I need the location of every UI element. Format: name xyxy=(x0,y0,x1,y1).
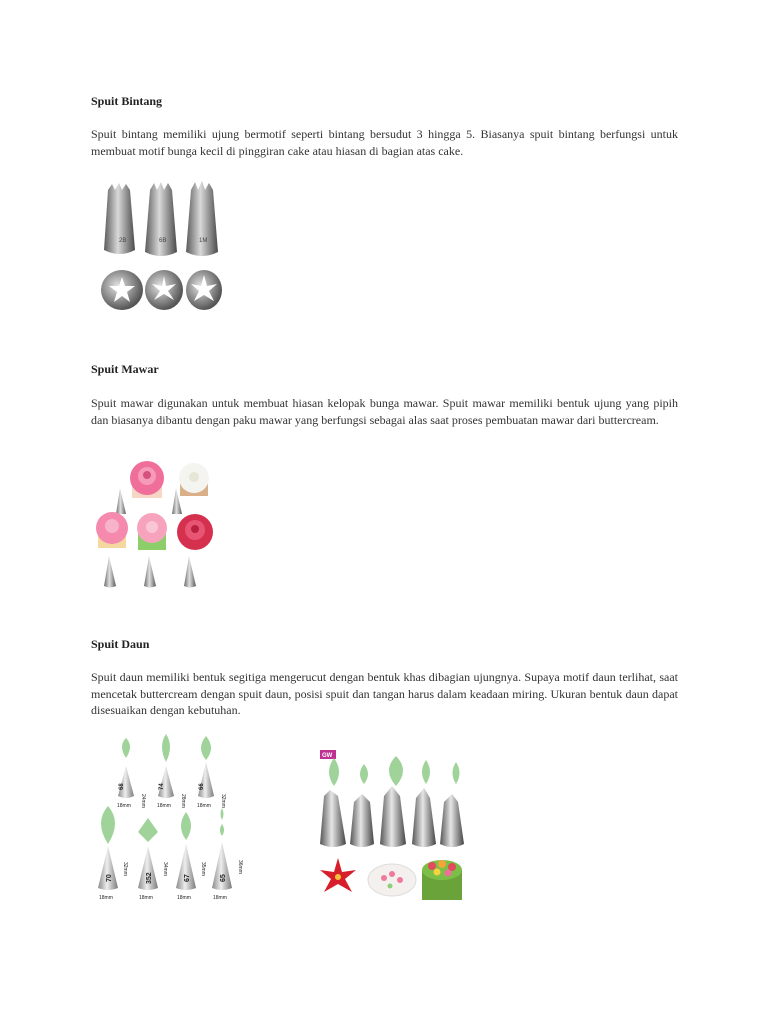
leaf-product-tip-3 xyxy=(380,786,406,847)
star-tip-opening-2 xyxy=(145,270,183,310)
plate-decoration xyxy=(368,864,416,896)
star-tip-upright-2 xyxy=(145,182,177,256)
rose-cupcake-pink-left xyxy=(96,512,128,548)
leaf-shape-74 xyxy=(162,734,170,762)
leaf-tip-width-68: 18mm xyxy=(117,803,131,809)
leaf-sample-3 xyxy=(389,756,403,786)
leaf-tip-width-74: 18mm xyxy=(157,803,171,809)
leaf-tip-number-74: 74 xyxy=(159,783,165,790)
leaf-tip-width-66: 18mm xyxy=(197,803,211,809)
rose-tip-bottom-2 xyxy=(144,556,156,588)
leaf-tip-number-68: 68 xyxy=(119,783,125,790)
star-tip-opening-1 xyxy=(101,270,143,310)
leaf-tip-width-67: 18mm xyxy=(177,895,191,901)
poinsettia-decoration xyxy=(320,858,356,892)
leaf-tip-height-66: 32mm xyxy=(220,794,226,808)
rose-cupcake-pink-top xyxy=(130,461,164,498)
rose-tips-image xyxy=(92,460,222,595)
leaf-product-tip-4 xyxy=(412,788,436,847)
star-tip-opening-3 xyxy=(186,270,222,310)
rose-tip-bottom-3 xyxy=(184,556,196,588)
leaf-tip-number-65: 65 xyxy=(220,874,227,882)
leaf-sample-2 xyxy=(360,764,368,784)
leaf-tip-height-67: 35mm xyxy=(200,862,206,876)
cake-decoration xyxy=(422,860,462,900)
leaf-tip-height-352: 34mm xyxy=(162,862,168,876)
tip-number-3: 1M xyxy=(199,238,208,244)
leaf-tip-number-352: 352 xyxy=(146,872,153,884)
leaf-shape-65 xyxy=(220,808,224,836)
leaf-product-tip-2 xyxy=(350,794,374,847)
leaf-tip-number-66: 66 xyxy=(199,783,205,790)
leaf-sample-4 xyxy=(422,760,430,784)
leaf-sample-1 xyxy=(329,758,339,786)
leaf-tip-number-70: 70 xyxy=(106,874,113,882)
section-title-spuit-daun: Spuit Daun xyxy=(91,637,150,651)
leaf-tip-66 xyxy=(198,762,214,798)
tip-number-1: 2B xyxy=(119,238,127,244)
leaf-tips-product-image xyxy=(316,746,468,908)
leaf-tip-67 xyxy=(176,844,196,890)
rose-tip-bottom-1 xyxy=(104,556,116,588)
leaf-shape-66 xyxy=(201,736,211,760)
leaf-tips-size-image xyxy=(92,732,252,904)
leaf-tip-height-70: 32mm xyxy=(122,862,128,876)
rose-cupcake-green-mid xyxy=(137,513,167,550)
section-body-spuit-mawar: Spuit mawar digunakan untuk membuat hiasan kelopak bunga mawar. Spuit mawar memiliki bentuk ujung yang pipih dan biasanya dibantu dengan paku mawar yang berfungsi sebagai alas saat proses pembuatan mawar dari buttercream. xyxy=(91,396,678,427)
leaf-tip-68 xyxy=(118,766,134,798)
leaf-tip-height-74: 28mm xyxy=(180,794,186,808)
leaf-tip-height-68: 24mm xyxy=(140,794,146,808)
star-tips-image xyxy=(100,180,225,315)
brand-badge-text: GW xyxy=(322,753,333,759)
rose-cupcake-white-top xyxy=(179,463,209,496)
star-tip-upright-3 xyxy=(186,181,218,256)
leaf-sample-5 xyxy=(453,762,460,784)
leaf-tip-height-65: 36mm xyxy=(237,860,243,874)
rose-tip-top-left xyxy=(116,488,126,514)
tip-number-2: 6B xyxy=(159,238,167,244)
leaf-product-tip-5 xyxy=(440,794,464,847)
leaf-shape-70 xyxy=(101,806,115,844)
rose-red-right xyxy=(177,514,213,550)
leaf-tip-74 xyxy=(158,766,174,798)
section-body-spuit-bintang: Spuit bintang memiliki ujung bermotif seperti bintang bersudut 3 hingga 5. Biasanya spuit bintang berfungsi untuk membuat motif bunga kecil di pinggiran cake atau hiasan di bagian atas cake. xyxy=(91,127,678,158)
leaf-tip-width-65: 18mm xyxy=(213,895,227,901)
section-body-spuit-daun: Spuit daun memiliki bentuk segitiga mengerucut dengan bentuk khas dibagian ujungnya. Supaya motif daun terlihat, saat mencetak buttercream dengan spuit daun, posisi spuit dan tangan harus dalam keadaan miring. Ukuran bentuk daun dapat disesuaikan dengan kebutuhan. xyxy=(91,670,678,717)
leaf-tip-width-70: 18mm xyxy=(99,895,113,901)
leaf-product-tip-1 xyxy=(320,790,346,847)
leaf-shape-67 xyxy=(181,812,191,840)
leaf-tip-70 xyxy=(98,846,118,890)
leaf-shape-352 xyxy=(138,818,158,842)
section-title-spuit-bintang: Spuit Bintang xyxy=(91,94,163,108)
section-title-spuit-mawar: Spuit Mawar xyxy=(91,362,159,376)
leaf-tip-width-352: 18mm xyxy=(139,895,153,901)
leaf-shape-68 xyxy=(122,738,130,758)
leaf-tip-number-67: 67 xyxy=(184,874,191,882)
